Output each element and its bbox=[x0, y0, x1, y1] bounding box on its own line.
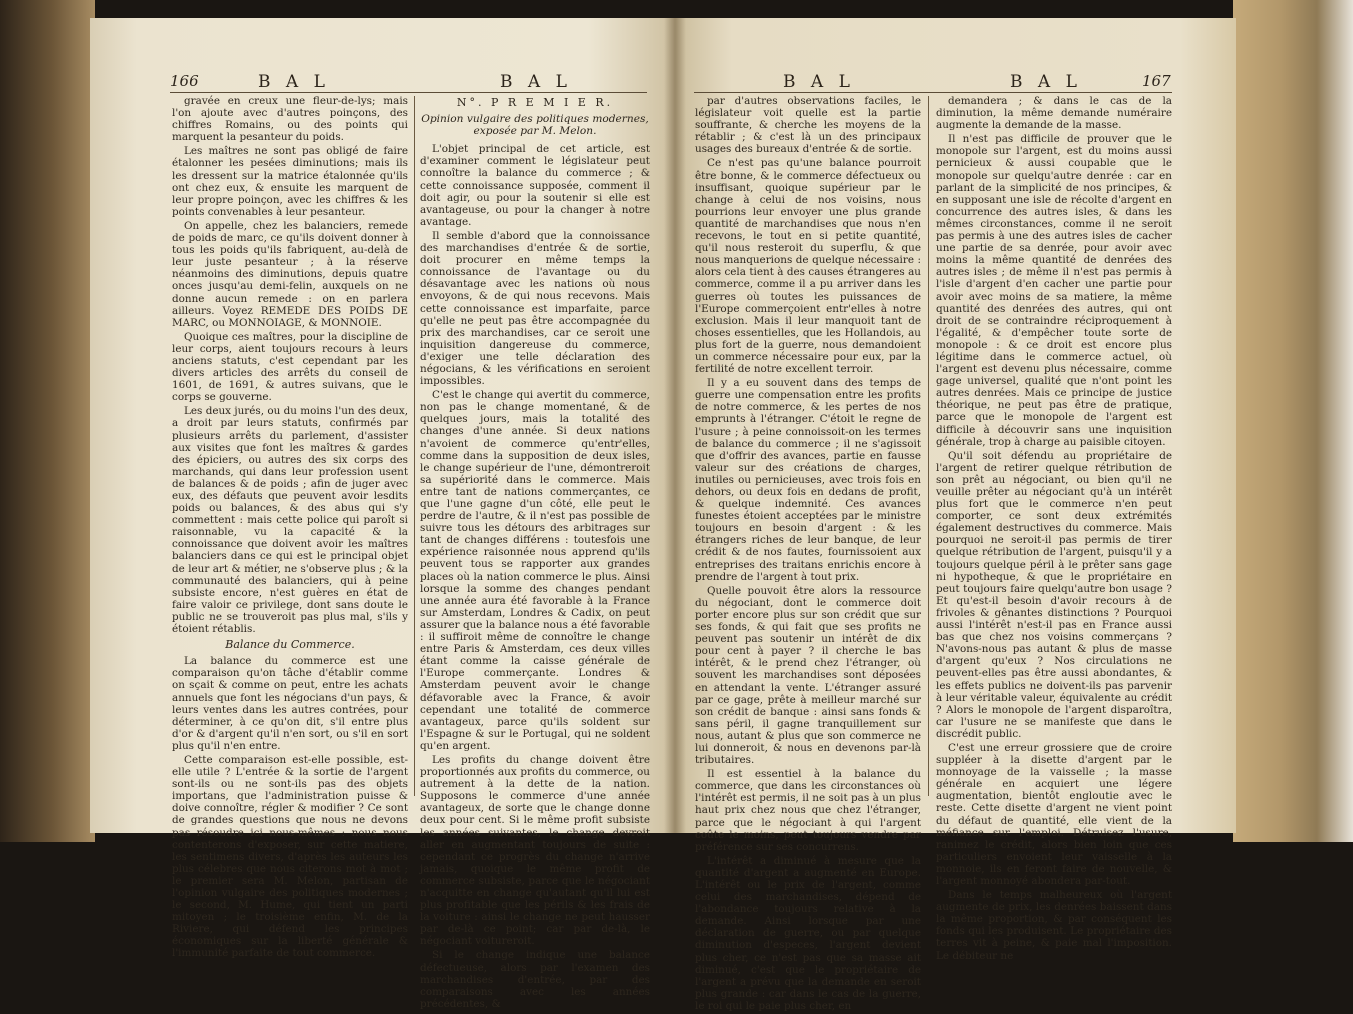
right-book-edge bbox=[1233, 0, 1353, 842]
paragraph: demandera ; & dans le cas de la diminution, la même demande numéraire augmente la demande de la masse. bbox=[936, 95, 1172, 132]
paragraph: Il semble d'abord que la connoissance des marchandises d'entrée & de sortie, doit procurer en même temps la connoissance de l'avantage ou du désavantage avec les nations où nous envoyons, & de qui nous recevons. Mais cette connoissance est imparfaite, parce qu'elle ne peut pas être accompagnée du prix des marchandises, car ce seroit une inquisition dangereuse du commerce, d'exiger une telle déclaration des négocians, & les vérifications en seroient impossibles. bbox=[420, 229, 650, 388]
paragraph: Quelle pouvoit être alors la ressource du négociant, dont le commerce doit porter encore plus sur son crédit que sur ses fonds, & qui fait que ses profits ne peuvent pas soutenir un intérêt de dix pour cent à payer ? il cherche le bas intérêt, & le prend chez l'étranger, où souvent les marchandises sont déposées en attendant la vente. L'étranger assuré par ce gage, prête à meilleur marché sur son crédit de banque : ainsi sans fonds & sans péril, il gagne tranquillement sur nous, autant & plus que son commerce ne lui donneroit, & nous en devenons par-là tributaires. bbox=[695, 584, 921, 767]
paragraph: Qu'il soit défendu au propriétaire de l'argent de retirer quelque rétribution de son prêt au négociant, ou bien qu'il ne veuille prêter au négociant qu'à un intérêt plus fort que le commerce n'en peut comporter, ce sont deux extrémités également destructives du commerce. Mais pourquoi ne seroit-il pas permis de tirer quelque rétribution de l'argent, puisqu'il y a toujours quelque péril à le prêter sans gage ni hypotheque, & que le propriétaire en peut toujours faire quelqu'autre bon usage ? Et qu'est-il besoin d'avoir recours à de frivoles & gênantes distinctions ? Pourquoi aussi l'intérêt n'est-il pas en France aussi bas que chez nos voisins commerçans ? N'avons-nous pas autant & plus de masse d'argent qu'eux ? Nos circulations ne peuvent-elles pas être aussi abondantes, & les effets publics ne doivent-ils pas parvenir à leur véritable valeur, équivalente au crédit ? Alors le monopole de l'argent disparoîtra, car l'usure ne se manifeste que dans le discrédit public. bbox=[936, 449, 1172, 740]
paragraph: C'est une erreur grossiere que de croire suppléer à la disette d'argent par le monnoyage de la vaisselle ; la masse générale en acquiert une légere augmentation, bientôt engloutie avec le reste. Cette disette d'argent ne vient point du défaut de quantité, elle vient de la méfiance sur l'emploi. Détruisez l'usure, ranimez le crédit, alors bien loin que ces particuliers envoient leur vaisselle à la monnoie, ils en feront faire de nouvelle, & l'argent monnoyé abondera par-tout. bbox=[936, 741, 1172, 887]
right-column-1 bbox=[695, 95, 921, 1014]
paragraph: Il n'est pas difficile de prouver que le monopole sur l'argent, est du moins aussi pernicieux & aussi coupable que le monopole sur quelqu'autre denrée : car en parlant de la simplicité de nos principes, & en supposant une isle de récolte d'argent en concurrence des autres isles, & dans les mêmes circonstances, comme il ne seroit pas permis à une des autres isles de cacher une partie de sa denrée, pour avoir avec moins la même quantité de denrées des autres isles ; de même il n'est pas permis à l'isle d'argent d'en cacher une partie pour avoir avec moins de sa matiere, la même quantité des denrées des autres, qui ont droit de se contraindre réciproquement à l'égalité, & d'empêcher toute sorte de monopole : & ce droit est encore plus légitime dans le commerce actuel, où l'argent est devenu plus nécessaire, comme gage universel, qualité que n'ont point les autres denrées. Mais ce principe de justice théorique, ne peut pas être de pratique, parce que le monopole de l'argent est difficile à découvrir sans une inquisition générale, trop à charge au paisible citoyen. bbox=[936, 133, 1172, 448]
left-page-number: 166 bbox=[170, 72, 199, 90]
article-number: N°. P R E M I E R. bbox=[456, 96, 614, 109]
paragraph: Dans le temps malheureux où l'argent augmente de prix, les denrées baissent dans la même proportion, & par conséquent les fonds qui les produisent. Le propriétaire des terres vit à peine, & paie mal l'imposition. Le débiteur ne bbox=[936, 889, 1172, 962]
paragraph: Les maîtres ne sont pas obligé de faire étalonner les pesées diminutions; mais ils les dressent sur la matrice étalonnée qu'ils ont chez eux, & ensuite les marquent de leur propre poinçon, avec les chiffres & les points convenables à leur pesanteur. bbox=[172, 145, 408, 218]
paragraph: La balance du commerce est une comparaison qu'on tâche d'établir comme on sçait & comme on peut, entre les achats annuels que font les négocians d'un pays, & leurs ventes dans les autres contrées, pour déterminer, à ce qu'on dit, s'il entre plus d'or & d'argent qu'il n'en sort, ou s'il en sort plus qu'il n'en entre. bbox=[172, 655, 408, 752]
left-column-1 bbox=[172, 95, 408, 962]
paragraph: Les profits du change doivent être proportionnés aux profits du commerce, ou autrement à la dette de la nation. Supposons le commerce d'une année avantageux, de sorte que le change donne deux pour cent. Si le même profit subsiste les années suivantes, le change devroit aller en augmentant toujours de suite : cependant ce progrès du change n'arrive jamais, quoique le même profit de commerce subsiste, parce que le négociant n'acquitte en change qu'autant qu'il lui est plus profitable que les périls & les frais de la voiture : ainsi le change ne peut hausser par de-là ce point; car par de-là, le négociant voitureroit. bbox=[420, 753, 650, 948]
article-title: Opinion vulgaire des politiques modernes, exposée par M. Melon. bbox=[421, 113, 649, 138]
paragraph: L'objet principal de cet article, est d'examiner comment le législateur peut connoître la balance du commerce ; & cette connoissance supposée, comment il doit agir, ou pour la soutenir si elle est avantageuse, ou pour la changer à notre avantage. bbox=[420, 143, 650, 228]
book-gutter bbox=[664, 18, 686, 833]
paragraph: On appelle, chez les balanciers, remede de poids de marc, ce qu'ils doivent donner à tous les poids qu'ils fabriquent, au-delà de leur juste pesanteur ; à la réserve néanmoins des diminutions, depuis quatre onces jusqu'au demi-felin, auxquels on ne donne aucun remede : on en parlera ailleurs. Voyez REMEDE DES POIDS DE MARC, ou MONNOIAGE, & MONNOIE. bbox=[172, 219, 408, 329]
right-column-2 bbox=[936, 95, 1172, 964]
paragraph: Cette comparaison est-elle possible, est-elle utile ? L'entrée & la sortie de l'argent sont-ils ou ne sont-ils pas des objets importans, que l'administration puisse & doive connoître, régler & modifier ? Ce sont de grandes questions que nous ne devons pas résoudre ici nous-mêmes : nous nous contenterons d'exposer, sur cette matiere, les sentimens divers, d'après les auteurs les plus célebres que nous citerons mot à mot ; le premier sera M. Melon, partisan de l'opinion vulgaire des politiques modernes ; le second, M. Hume, qui tient un parti mitoyen ; le troisième enfin, M. de la Riviere, qui défend les principes économiques sur la liberté générale & l'immunité parfaite de tout commerce. bbox=[172, 753, 408, 960]
right-running-head: B A L bbox=[783, 72, 855, 92]
left-book-edge bbox=[0, 0, 95, 842]
paragraph: Si le change indique une balance défectueuse, alors par l'examen des marchandises d'entrée, par des comparaisons avec les années précédentes, & bbox=[420, 949, 650, 1010]
paragraph: Quoique ces maîtres, pour la discipline de leur corps, aient toujours recours à leurs anciens statuts, c'est cependant par les divers articles des arrêts du conseil de 1601, de 1691, & autres suivans, que le corps se gouverne. bbox=[172, 330, 408, 404]
paragraph: L'intérêt a diminué à mesure que la quantité d'argent a augmenté en Europe. L'intérêt ou le prix de l'argent, comme celui des marchandises, dépend de l'abondance toujours relative à la demande. Ainsi lorsque par une déclaration de guerre, ou par quelque diminution d'especes, l'argent devient plus cher, ce n'est pas que sa masse ait diminué, c'est que le propriétaire de l'argent a prévu que la demande en seroit plus grande : car dans le cas de la guerre, le roi qui le paie plus cher, en bbox=[695, 854, 921, 1012]
paragraph: Il est essentiel à la balance du commerce, que dans les circonstances où l'intérêt est permis, il ne soit pas à un plus haut prix chez nous que chez l'étranger, parce que le négociant à qui l'argent coûte le moins, peut toujours vendre par préférence sur ses concurrens. bbox=[695, 768, 921, 853]
right-column-divider bbox=[928, 96, 929, 796]
left-running-head-2: B A L bbox=[500, 72, 572, 92]
paragraph: Les deux jurés, ou du moins l'un des deux, a droit par leurs statuts, confirmés par plusieurs arrêts du parlement, d'assister aux visites que font les maîtres & gardes des épiciers, ou autres des six corps des marchands, qui dans leur profession usent de balances & de poids ; afin de juger avec eux, des défauts que peuvent avoir lesdits poids ou balances, & des abus qui s'y commettent : mais cette police qui paroît si raisonnable, vu la capacité & la connoissance que doivent avoir les maîtres balanciers dans ce qui est le principal objet de leur art & métier, ne s'observe plus ; & la communauté des balanciers, qui à peine subsiste encore, n'est guères en état de faire valoir ce privilege, dont sans doute le public ne se trouveroit pas plus mal, s'ils y étoient rétablis. bbox=[172, 405, 408, 636]
paragraph: gravée en creux une fleur-de-lys; mais l'on ajoute avec d'autres poinçons, des chiffres Romains, ou des points qui marquent la pesanteur du poids. bbox=[172, 95, 408, 144]
section-heading: Balance du Commerce. bbox=[225, 638, 355, 652]
right-header-rule bbox=[694, 92, 1172, 93]
paragraph: C'est le change qui avertit du commerce, non pas le change momentané, & de quelques jours, mais la totalité des changes d'une année. Si deux nations n'avoient de commerce qu'entr'elles, comme dans la supposition de deux isles, le change supérieur de l'une, démontreroit sa supériorité dans le commerce. Mais entre tant de nations commerçantes, ce que l'une gagne d'un côté, elle peut le perdre de l'autre, & il n'est pas possible de suivre tous les détours des arbitrages sur tant de changes différens : toutesfois une expérience raisonnée nous apprend qu'ils peuvent tous se rapporter aux grandes places où la nation commerce le plus. Ainsi lorsque la somme des changes pendant une année aura été favorable à la France sur Amsterdam, Londres & Cadix, on peut assurer que la balance nous a été favorable : il suffiroit même de connoître le change entre Paris & Amsterdam, ces deux villes étant comme la caisse générale de l'Europe commerçante. Londres & Amsterdam peuvent avoir le change défavorable avec la France, & avoir cependant une totalité de commerce avantageux, parce qu'ils soldent sur l'Espagne & sur le Portugal, qui ne soldent qu'en argent. bbox=[420, 389, 650, 752]
paragraph: Ce n'est pas qu'une balance pourroit être bonne, & le commerce défectueux ou insuffisant, quoique supérieur par le change à celui de nos voisins, nous pourrions leur envoyer une plus grande quantité de marchandises que nous n'en recevons, le tout en si petite quantité, qu'il nous resteroit du superflu, & que nous manquerions de quelque nécessaire : alors cela tient à des causes étrangeres au commerce, comme il a pu arriver dans les guerres où toutes les puissances de l'Europe commerçoient entr'elles à notre exclusion. Mais il leur manquoit tant de choses essentielles, que les Hollandois, au plus fort de la guerre, nous demandoient un commerce nécessaire pour eux, par la fertilité de notre excellent terroir. bbox=[695, 157, 921, 376]
paragraph: Il y a eu souvent dans des temps de guerre une compensation entre les profits de notre commerce, & les pertes de nos emprunts à l'étranger. C'étoit le regne de l'usure ; à peine connoissoit-on les termes de balance du commerce ; il ne s'agissoit que d'offrir des avances, partie en fausse valeur sur des créations de charges, inutiles ou pernicieuses, avec trois fois en dehors, ou deux fois en dedans de profit, & quelque indemnité. Ces avances funestes étoient acceptées par le ministre toujours en besoin d'argent : & les étrangers riches de leur banque, de leur crédit & de nos fautes, fournissoient aux entreprises des traitans enrichis encore à prendre de l'argent à tout prix. bbox=[695, 377, 921, 583]
right-running-head-2: B A L bbox=[1010, 72, 1082, 92]
left-header-rule bbox=[170, 92, 647, 93]
paragraph: par d'autres observations faciles, le législateur voit quelle est la partie souffrante, & cherche les moyens de la rétablir ; & c'est là un des principaux usages des bureaux d'entrée & de sortie. bbox=[695, 95, 921, 156]
left-column-divider bbox=[414, 96, 415, 796]
left-column-2 bbox=[420, 95, 650, 1012]
right-page-number: 167 bbox=[1142, 72, 1171, 90]
left-running-head: B A L bbox=[258, 72, 330, 92]
